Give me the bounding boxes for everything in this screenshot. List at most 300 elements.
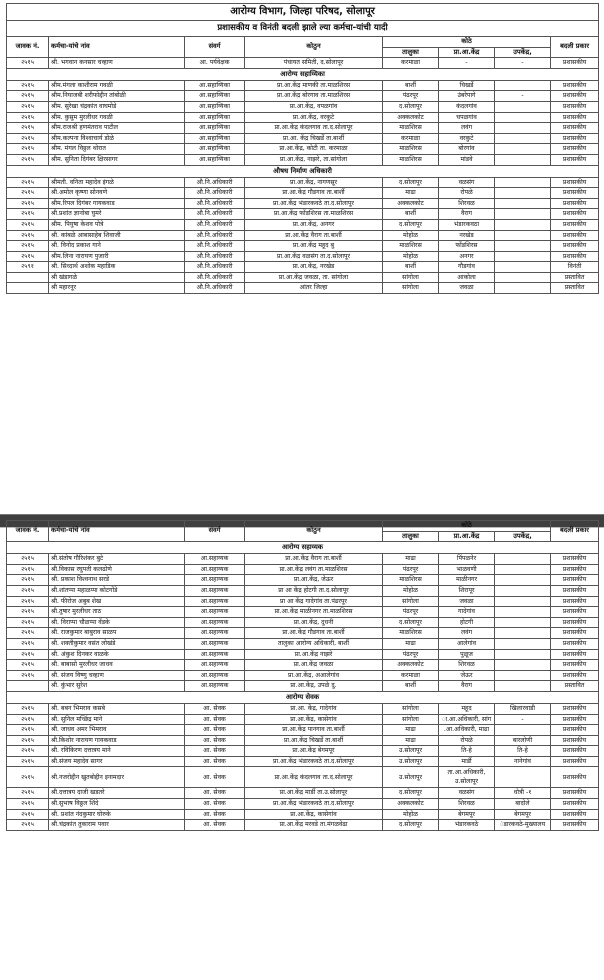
transfer-type: प्रस्तावित xyxy=(551,681,599,692)
to-subcentre xyxy=(495,112,551,123)
from-location: प्रा.आ.केंद्र, वपळगांव xyxy=(245,101,383,112)
to-phc: - xyxy=(439,58,495,69)
transfer-type: प्रशासकीय xyxy=(551,714,599,725)
transfer-type: प्रशासकीय xyxy=(551,756,599,767)
from-location: प्रा.आ.केंद्र माळीनगर ता.माळशिरस xyxy=(245,607,383,618)
to-taluka: मोहोळ xyxy=(383,809,439,820)
to-phc: लवंग xyxy=(439,628,495,639)
transfer-type: प्रशासकीय xyxy=(551,241,599,252)
transfer-type: प्रशासकीय xyxy=(551,58,599,69)
table-row xyxy=(7,177,599,188)
table-row xyxy=(7,756,599,767)
table-row xyxy=(7,144,599,155)
table-row xyxy=(7,607,599,618)
header-taluka: तालुका xyxy=(383,47,439,58)
section-title: आरोग्य सहाय्यिका xyxy=(7,68,599,80)
to-subcentre xyxy=(495,80,551,91)
to-phc: लवंग xyxy=(439,123,495,134)
javak-number: २५१५ xyxy=(7,585,49,596)
cadre: आ. सेवक xyxy=(185,735,245,746)
from-location: प्रा.आ.केंद्र कंदलगाव ता.द.सोलापूर xyxy=(245,123,383,134)
to-taluka: माळशिरस xyxy=(383,241,439,252)
table-row xyxy=(7,219,599,230)
cadre: आ.सहाय्यिका xyxy=(185,154,245,165)
transfer-type: प्रशासकीय xyxy=(551,670,599,681)
javak-number: २५१५ xyxy=(7,725,49,736)
javak-number: २५१५ xyxy=(7,564,49,575)
from-location: प्रा.आ.केंद्र बेगमपूर xyxy=(245,746,383,757)
to-phc: शिरवळ xyxy=(439,660,495,671)
table-row xyxy=(7,617,599,628)
from-location: प्रा.आ.केंद्र वळसंग ता.द.सोलापूर xyxy=(245,251,383,262)
table-row xyxy=(7,154,599,165)
javak-number: २५१५ xyxy=(7,746,49,757)
from-location: प्रा.आ.केंद्र लवंग ता.माळशिरस xyxy=(245,564,383,575)
transfer-type: प्रशासकीय xyxy=(551,575,599,586)
to-subcentre: बादोले xyxy=(495,799,551,810)
employee-name: श्री.संजय महादेव सागर xyxy=(49,756,185,767)
to-phc: फोंडशिरस xyxy=(439,241,495,252)
table-row xyxy=(7,703,599,714)
from-location: प्रा.आ.केंद्र भंडारकवठे ता.द.सोलापूर xyxy=(245,799,383,810)
javak-number: २५१५ xyxy=(7,198,49,209)
header-transfer-type: बदली प्रकार xyxy=(551,521,599,542)
from-location: प्रा.आ.केंद्र पानगाव ता.बार्शी xyxy=(245,725,383,736)
cadre: आ.सहाय्यिका xyxy=(185,91,245,102)
to-subcentre: ंडारकवठे-मुख्यालय xyxy=(495,820,551,831)
transfer-type: प्रशासकीय xyxy=(551,251,599,262)
to-subcentre xyxy=(495,681,551,692)
to-taluka: बार्शी xyxy=(383,681,439,692)
table-row xyxy=(7,596,599,607)
transfer-type: प्रशासकीय xyxy=(551,703,599,714)
to-subcentre xyxy=(495,230,551,241)
to-phc: मांडवे xyxy=(439,154,495,165)
to-subcentre xyxy=(495,607,551,618)
to-subcentre xyxy=(495,188,551,199)
transfer-type: प्रशासकीय xyxy=(551,585,599,596)
header-employee-name: कर्मचा-यांचे नांव xyxy=(49,521,185,542)
transfer-list-sheet-1 xyxy=(6,3,598,294)
employee-name: श्री. कांबळे आबासाहेब शिवाजी xyxy=(49,230,185,241)
to-phc: शिरवळ xyxy=(439,799,495,810)
to-subcentre: - xyxy=(495,714,551,725)
document-title: आरोग्य विभाग, जिल्हा परिषद, सोलापूर xyxy=(7,4,599,21)
table-row xyxy=(7,230,599,241)
from-location: प्रा.आ.केंद्र, कोटी ता. करमाळा xyxy=(245,144,383,155)
employee-name: श्री.तुषार मुरलीधर ताठ xyxy=(49,607,185,618)
to-taluka: माळशिरस xyxy=(383,575,439,586)
employee-name: श्रीम. कुसुम मुरलीधर गवळी xyxy=(49,112,185,123)
to-subcentre xyxy=(495,617,551,628)
to-subcentre xyxy=(495,144,551,155)
to-taluka: माढा xyxy=(383,554,439,565)
header-to: कोठे xyxy=(383,37,551,48)
to-taluka: द.सोलापूर xyxy=(383,788,439,799)
from-location: प्रा.आ.केंद्र, उपळे दु. xyxy=(245,681,383,692)
to-taluka: मोहोळ xyxy=(383,251,439,262)
section-header-row xyxy=(7,542,599,554)
to-subcentre xyxy=(495,123,551,134)
transfer-list-sheet-2 xyxy=(6,520,598,831)
table-row xyxy=(7,101,599,112)
javak-number: २५१५ xyxy=(7,91,49,102)
table-row xyxy=(7,788,599,799)
section-header-row xyxy=(7,691,599,703)
header-from: कोठुन xyxy=(245,521,383,542)
transfer-type: प्रशासकीय xyxy=(551,820,599,831)
to-phc: आलेगांव xyxy=(439,638,495,649)
cadre: आ.सहाय्यक xyxy=(185,681,245,692)
to-phc: रोपळे xyxy=(439,188,495,199)
transfer-type: प्रशासकीय xyxy=(551,101,599,112)
header-subcentre: उपकेंद्र, xyxy=(495,531,551,542)
javak-number: २५१५ xyxy=(7,154,49,165)
to-taluka: माढा xyxy=(383,725,439,736)
cadre: आ. सेवक xyxy=(185,746,245,757)
cadre: औ.नि.अधिकारी xyxy=(185,230,245,241)
javak-number: २५१५ xyxy=(7,58,49,69)
document-subtitle: प्रशासकीय व विनंती बदली झाले ल्या कर्मचा-यांची यादी xyxy=(7,21,599,37)
from-location: प्रा.आ.केंद्र, अनगर xyxy=(245,219,383,230)
transfer-type: प्रशासकीय xyxy=(551,788,599,799)
table-header-row xyxy=(7,521,599,532)
to-subcentre: नानेगांव xyxy=(495,756,551,767)
table-row xyxy=(7,58,599,69)
header-javak: जावक नं. xyxy=(7,521,49,542)
cadre: आ.सहाय्यिका xyxy=(185,123,245,134)
to-subcentre xyxy=(495,596,551,607)
from-location: आंतर जिल्हा xyxy=(245,283,383,294)
javak-number: २५१५ xyxy=(7,575,49,586)
to-phc: शिरापूर xyxy=(439,585,495,596)
employee-name: श्री. संजय विष्णु चव्हाण xyxy=(49,670,185,681)
employee-name: श्री. फीरोज अबुब शेख xyxy=(49,596,185,607)
to-phc: उंबरेपागे xyxy=(439,91,495,102)
to-phc: भाळवणी xyxy=(439,564,495,575)
table-row xyxy=(7,554,599,565)
to-taluka: सांगोला xyxy=(383,596,439,607)
to-phc: मार्डी xyxy=(439,756,495,767)
to-taluka: उ.सोलापूर xyxy=(383,756,439,767)
to-phc: वैराग xyxy=(439,681,495,692)
to-subcentre: ति-हे xyxy=(495,746,551,757)
table-row xyxy=(7,283,599,294)
to-taluka: द.सोलापूर xyxy=(383,617,439,628)
from-location: प्रा.आ.केंद्र, जेऊर xyxy=(245,575,383,586)
table-row xyxy=(7,809,599,820)
to-taluka: बार्शी xyxy=(383,80,439,91)
cadre: आ. सेवक xyxy=(185,767,245,788)
from-location: प्रा.आ.केंद्र गौडगाव ता.बार्शी xyxy=(245,628,383,639)
to-phc: गादेगांव xyxy=(439,607,495,618)
employee-name: श्री.सुभाष विठ्ठल शिंदे xyxy=(49,799,185,810)
to-taluka: उ.सोलापूर xyxy=(383,746,439,757)
from-location: प्रा.आ.केंद्र, दुधनी xyxy=(245,617,383,628)
to-subcentre xyxy=(495,767,551,788)
from-location: प्रा.आ.केंद्र, नरखेड xyxy=(245,262,383,273)
to-subcentre: खिलारवाडी xyxy=(495,703,551,714)
table-row xyxy=(7,735,599,746)
cadre: आ. सेवक xyxy=(185,714,245,725)
to-phc: बोरगांव xyxy=(439,144,495,155)
transfer-type: प्रशासकीय xyxy=(551,154,599,165)
cadre: आ. सेवक xyxy=(185,820,245,831)
to-taluka: माढा xyxy=(383,188,439,199)
to-taluka: बार्शी xyxy=(383,209,439,220)
to-subcentre xyxy=(495,101,551,112)
transfer-type: प्रशासकीय xyxy=(551,809,599,820)
employee-name: श्री. कुंभार सुरेश xyxy=(49,681,185,692)
to-phc: रोपळे xyxy=(439,735,495,746)
to-taluka: करमाळा xyxy=(383,670,439,681)
to-phc: कंदलगांव xyxy=(439,101,495,112)
cadre: औ.नि.अधिकारी xyxy=(185,283,245,294)
employee-name: श्री. सुनिल मच्छिंद्र माने xyxy=(49,714,185,725)
header-phc: प्रा.आ.केंद्र xyxy=(439,531,495,542)
javak-number: २५१५ xyxy=(7,703,49,714)
to-taluka: अक्कलकोट xyxy=(383,799,439,810)
cadre: आ.सहाय्यक xyxy=(185,585,245,596)
employee-name: श्री.नजरोद्दीन खुतबोद्दीन इनामदार xyxy=(49,767,185,788)
to-taluka: सांगोला xyxy=(383,714,439,725)
to-subcentre xyxy=(495,154,551,165)
from-location: प्रा.आ. केंद्र, गादेगांव xyxy=(245,703,383,714)
cadre: औ.नि.अधिकारी xyxy=(185,251,245,262)
to-phc: वळसंग xyxy=(439,788,495,799)
table-row xyxy=(7,80,599,91)
to-taluka: द.सोलापूर xyxy=(383,101,439,112)
from-location: प्रा.आ. केंद्र चिखर्डे ता.बार्शी xyxy=(245,133,383,144)
table-row xyxy=(7,241,599,252)
employee-name: श्री.अमोल कृष्णा सोनवणे xyxy=(49,188,185,199)
employee-name: श्री.किशोर नारायण गायकवाड xyxy=(49,735,185,746)
employee-name: श्री. अंकुश दिनकर वाळके xyxy=(49,649,185,660)
transfer-type: प्रशासकीय xyxy=(551,735,599,746)
to-phc: जवळा xyxy=(439,596,495,607)
to-phc: चिखर्डे xyxy=(439,80,495,91)
header-javak: जावक नं. xyxy=(7,37,49,58)
transfer-type: प्रस्तावित xyxy=(551,272,599,283)
cadre: औ.नि.अधिकारी xyxy=(185,272,245,283)
table-row xyxy=(7,820,599,831)
from-location: प्रा.आ.केंद्र गौडगाव ता.बार्शी xyxy=(245,188,383,199)
javak-number: २५१५ xyxy=(7,133,49,144)
javak-number: २५१५ xyxy=(7,788,49,799)
transfer-type: प्रशासकीय xyxy=(551,123,599,134)
employee-name: श्री महारनूर xyxy=(49,283,185,294)
transfer-type: प्रशासकीय xyxy=(551,617,599,628)
employee-name: श्रीम. मंगल विठ्ठल थोरात xyxy=(49,144,185,155)
table-row xyxy=(7,272,599,283)
to-subcentre: धोत्री -१ xyxy=(495,788,551,799)
employee-name: श्री. शक्तीकुमार वसंत लोखंडे xyxy=(49,638,185,649)
employee-name: श्री खंडागळे xyxy=(49,272,185,283)
transfer-type: प्रशासकीय xyxy=(551,80,599,91)
from-location: प्रा.आ.केंद्र जवळा xyxy=(245,660,383,671)
transfer-table-2 xyxy=(6,520,599,831)
cadre: आ.सहाय्यिका xyxy=(185,144,245,155)
javak-number: २५१५ xyxy=(7,177,49,188)
to-phc: ति-हे xyxy=(439,746,495,757)
to-taluka: सांगोला xyxy=(383,272,439,283)
to-subcentre xyxy=(495,660,551,671)
javak-number: २५१५ xyxy=(7,767,49,788)
to-subcentre xyxy=(495,272,551,283)
employee-name: श्री.शांतप्पा महाळप्पा कोटगोंडे xyxy=(49,585,185,596)
transfer-type: प्रशासकीय xyxy=(551,799,599,810)
from-location: प्रा.आ.केंद्र कंदलगाव ता.द.सोलापूर xyxy=(245,767,383,788)
transfer-type: प्रशासकीय xyxy=(551,746,599,757)
to-phc: आकोला xyxy=(439,272,495,283)
javak-number: २५१५ xyxy=(7,628,49,639)
to-taluka: माळशिरस xyxy=(383,144,439,155)
javak-number: २५१५ xyxy=(7,112,49,123)
transfer-type: प्रशासकीय xyxy=(551,91,599,102)
to-subcentre: - xyxy=(495,91,551,102)
from-location: प्रा.आ.केंद्र, वरकुटे xyxy=(245,112,383,123)
to-subcentre xyxy=(495,649,551,660)
javak-number: २५१५ xyxy=(7,554,49,565)
javak-number: २५१५ xyxy=(7,123,49,134)
employee-name: श्री. विनोद प्रकाश गाने xyxy=(49,241,185,252)
to-taluka: करमाळा xyxy=(383,58,439,69)
to-subcentre xyxy=(495,585,551,596)
transfer-type: प्रशासकीय xyxy=(551,628,599,639)
javak-number: २५९१ xyxy=(7,262,49,273)
employee-name: श्रीम.रिपल दिगंबर गायकवाड xyxy=(49,198,185,209)
to-taluka: माळशिरस xyxy=(383,154,439,165)
javak-number: २५१५ xyxy=(7,596,49,607)
to-taluka: द.सोलापूर xyxy=(383,219,439,230)
employee-name: श्रीम. पियुषा केशव पोत्रे xyxy=(49,219,185,230)
employee-name: श्रीम. सुरेखा चंद्रकांत वाघमोडे xyxy=(49,101,185,112)
transfer-type: प्रशासकीय xyxy=(551,725,599,736)
cadre: आ. पर्यवेक्षक xyxy=(185,58,245,69)
header-from: कोठुन xyxy=(245,37,383,58)
table-row xyxy=(7,112,599,123)
header-cadre: संवर्ग xyxy=(185,521,245,542)
to-taluka: अक्कलकोट xyxy=(383,198,439,209)
to-taluka: माढा xyxy=(383,638,439,649)
employee-name: श्री. राजकुमार बाबुराव साळप xyxy=(49,628,185,639)
table-row xyxy=(7,564,599,575)
cadre: आ.सहाय्यक xyxy=(185,638,245,649)
table-row xyxy=(7,198,599,209)
transfer-type: प्रशासकीय xyxy=(551,133,599,144)
to-taluka: द.सोलापूर xyxy=(383,820,439,831)
to-subcentre xyxy=(495,177,551,188)
table-row xyxy=(7,681,599,692)
to-phc: शिरवळ xyxy=(439,198,495,209)
cadre: आ.सहाय्यक xyxy=(185,670,245,681)
cadre: औ.नि.अधिकारी xyxy=(185,188,245,199)
section-header-row xyxy=(7,165,599,177)
javak-number: २५१५ xyxy=(7,820,49,831)
cadre: आ. सेवक xyxy=(185,703,245,714)
from-location: पंचायत समिती, द.सोलापूर xyxy=(245,58,383,69)
to-phc: जेऊर xyxy=(439,670,495,681)
to-phc: वळसंग xyxy=(439,177,495,188)
from-location: प्रा.आ.केंद्र, कासेगांव xyxy=(245,809,383,820)
to-taluka: सांगोला xyxy=(383,283,439,294)
to-taluka: अक्कलकोट xyxy=(383,112,439,123)
to-subcentre xyxy=(495,575,551,586)
javak-number: २५१५ xyxy=(7,649,49,660)
employee-name: श्रीम.नियाजबी शरीफोद्दीन तांबोळी xyxy=(49,91,185,102)
to-phc: गौडगांव xyxy=(439,262,495,273)
from-location: प्रा आ केंद्र होटगी ता.द.सोलापूर xyxy=(245,585,383,596)
from-location: प्रा.आ.केंद्र चिखर्डे ता.बार्शी xyxy=(245,735,383,746)
section-title: आरोग्य सेवक xyxy=(7,691,599,703)
cadre: आ. सेवक xyxy=(185,756,245,767)
table-row xyxy=(7,209,599,220)
to-phc: माळीनगर xyxy=(439,575,495,586)
to-subcentre xyxy=(495,564,551,575)
javak-number: २५१५ xyxy=(7,617,49,628)
to-phc: अनगर xyxy=(439,251,495,262)
to-taluka: उ.सोलापूर xyxy=(383,767,439,788)
table-row xyxy=(7,123,599,134)
javak-number: २५१५ xyxy=(7,809,49,820)
from-location: प्रा.आ.केंद्र, कासेगांव xyxy=(245,714,383,725)
to-phc: पिंपळनेर xyxy=(439,554,495,565)
to-phc: भंडारकवठा xyxy=(439,219,495,230)
from-location: प्रा.आ.केंद्र, अआलेगांव xyxy=(245,670,383,681)
to-subcentre xyxy=(495,198,551,209)
table-row xyxy=(7,767,599,788)
table-row xyxy=(7,91,599,102)
employee-name: श्री. प्रशांत नंदकुमार घोरुके xyxy=(49,809,185,820)
from-location: प्रा.आ.केंद्र वैराग ता.बार्शी xyxy=(245,554,383,565)
to-phc: पुळूज xyxy=(439,649,495,660)
employee-name: श्रीम. सुनिता दिगंबर क्षिरसागर xyxy=(49,154,185,165)
table-row xyxy=(7,188,599,199)
to-subcentre xyxy=(495,219,551,230)
cadre: आ. सेवक xyxy=(185,725,245,736)
from-location: प्रा.आ.केंद्र बोरगाव ता.माळशिरस xyxy=(245,91,383,102)
cadre: आ.सहाय्यिका xyxy=(185,101,245,112)
javak-number: २५१५ xyxy=(7,230,49,241)
cadre: औ.नि.अधिकारी xyxy=(185,241,245,252)
employee-name: श्री. बाबासो मुरलीधर जाधव xyxy=(49,660,185,671)
transfer-type: प्रशासकीय xyxy=(551,209,599,220)
employee-name: श्री. प्रकाश विश्वनाथ सरडे xyxy=(49,575,185,586)
to-phc: .आ.अधिकारी, माढा xyxy=(439,725,495,736)
javak-number: २५१५ xyxy=(7,714,49,725)
to-subcentre xyxy=(495,241,551,252)
employee-name: श्रीमती. वनिता महादेव इंगळे xyxy=(49,177,185,188)
javak-number: २५१५ xyxy=(7,607,49,618)
employee-name: श्री.विकास रघुपती कलढोणे xyxy=(49,564,185,575)
javak-number: २५१५ xyxy=(7,219,49,230)
to-taluka: माळशिरस xyxy=(383,123,439,134)
to-subcentre: - xyxy=(495,58,551,69)
employee-name: श्री. भगवान कनसार चव्हाण xyxy=(49,58,185,69)
from-location: प्रा.आ.केंद्र माणकी ता.माळशिरस xyxy=(245,80,383,91)
transfer-type: प्रशासकीय xyxy=(551,230,599,241)
table-row xyxy=(7,725,599,736)
cadre: आ.सहाय्यक xyxy=(185,649,245,660)
table-row xyxy=(7,746,599,757)
employee-name: श्रीम.लिना नारायण पुजारी xyxy=(49,251,185,262)
to-subcentre xyxy=(495,283,551,294)
to-phc: होटगी xyxy=(439,617,495,628)
transfer-type: प्रशासकीय xyxy=(551,649,599,660)
to-taluka: माढा xyxy=(383,735,439,746)
transfer-type: प्रशासकीय xyxy=(551,188,599,199)
header-subcentre: उपकेंद्र, xyxy=(495,47,551,58)
